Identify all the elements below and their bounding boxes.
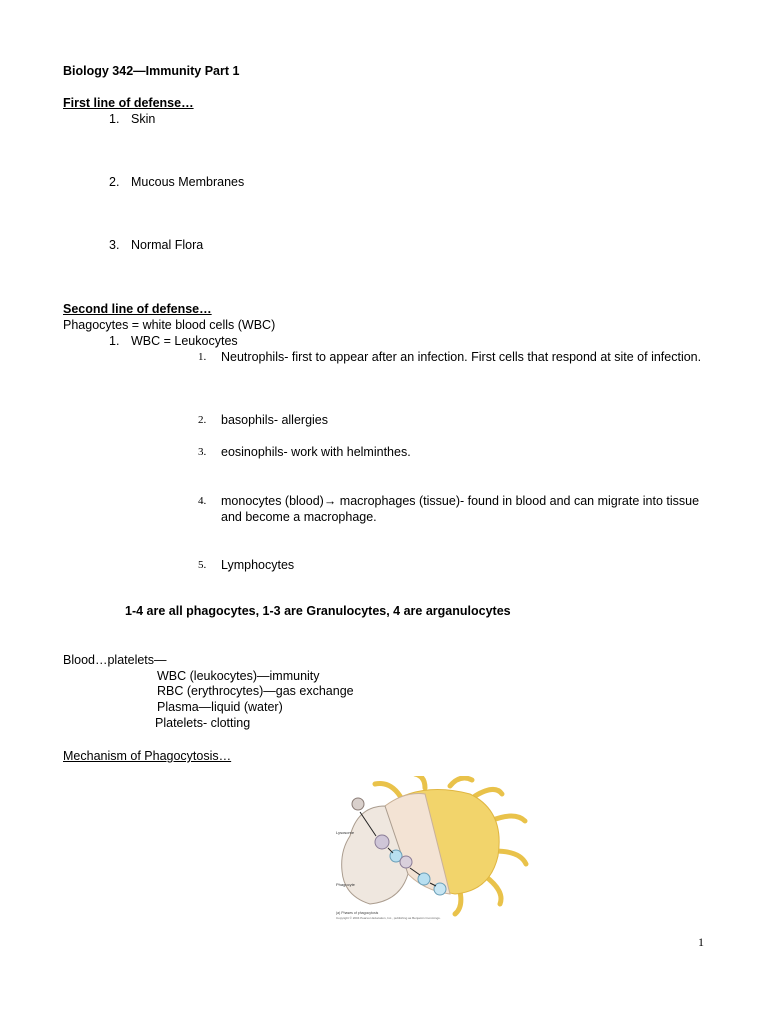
sublist-item-monocytes: monocytes (blood)→ macrophages (tissue)- found in blood and can migrate into tissue and become a macrophage. xyxy=(221,494,700,524)
blood-heading: Blood…platelets— xyxy=(63,653,167,667)
document-title: Biology 342—Immunity Part 1 xyxy=(63,64,240,78)
list-item-number: 3. xyxy=(109,238,120,252)
list-item-mucous-membranes: Mucous Membranes xyxy=(131,175,245,189)
sublist-number: 1. xyxy=(198,351,207,363)
blood-item-rbc: RBC (erythrocytes)—gas exchange xyxy=(157,684,354,698)
phagocytosis-illustration xyxy=(330,776,544,924)
first-line-heading: First line of defense… xyxy=(63,96,194,110)
sublist-number: 4. xyxy=(198,495,207,507)
sublist-number: 2. xyxy=(198,414,207,426)
list-item-number: 2. xyxy=(109,175,120,189)
figure-label-phagocyte: Phagocyte xyxy=(336,882,355,887)
list-item-normal-flora: Normal Flora xyxy=(131,238,204,252)
list-item-number: 1. xyxy=(109,112,120,126)
second-line-heading: Second line of defense… xyxy=(63,302,212,316)
sublist-item-basophils: basophils- allergies xyxy=(221,413,329,427)
list-item-number: 1. xyxy=(109,334,120,348)
page-number: 1 xyxy=(698,935,704,949)
figure-caption: (a) Phases of phagocytosis xyxy=(336,911,379,915)
blood-item-platelets: Platelets- clotting xyxy=(155,716,251,730)
figure-copyright: Copyright © 2004 Pearson Education, Inc., publishing as Benjamin Cummings. xyxy=(336,916,441,920)
list-item-wbc: WBC = Leukocytes xyxy=(131,334,238,348)
phagocytes-intro: Phagocytes = white blood cells (WBC) xyxy=(63,318,276,332)
sublist-number: 5. xyxy=(198,559,207,571)
figure-label-lysosome: Lysosome xyxy=(336,830,355,835)
phagocytosis-figure xyxy=(330,776,544,924)
mechanism-heading: Mechanism of Phagocytosis… xyxy=(63,749,232,763)
sublist-item-eosinophils: eosinophils- work with helminthes. xyxy=(221,445,411,459)
list-item-skin: Skin xyxy=(131,112,156,126)
phagocyte-summary: 1-4 are all phagocytes, 1-3 are Granulocytes, 4 are arganulocytes xyxy=(125,604,511,618)
sublist-item-lymphocytes: Lymphocytes xyxy=(221,558,295,572)
blood-item-wbc: WBC (leukocytes)—immunity xyxy=(157,669,320,683)
sublist-number: 3. xyxy=(198,446,207,458)
sublist-item-neutrophils: Neutrophils- first to appear after an infection. First cells that respond at site of infection. xyxy=(221,350,702,364)
blood-item-plasma: Plasma—liquid (water) xyxy=(157,700,283,714)
